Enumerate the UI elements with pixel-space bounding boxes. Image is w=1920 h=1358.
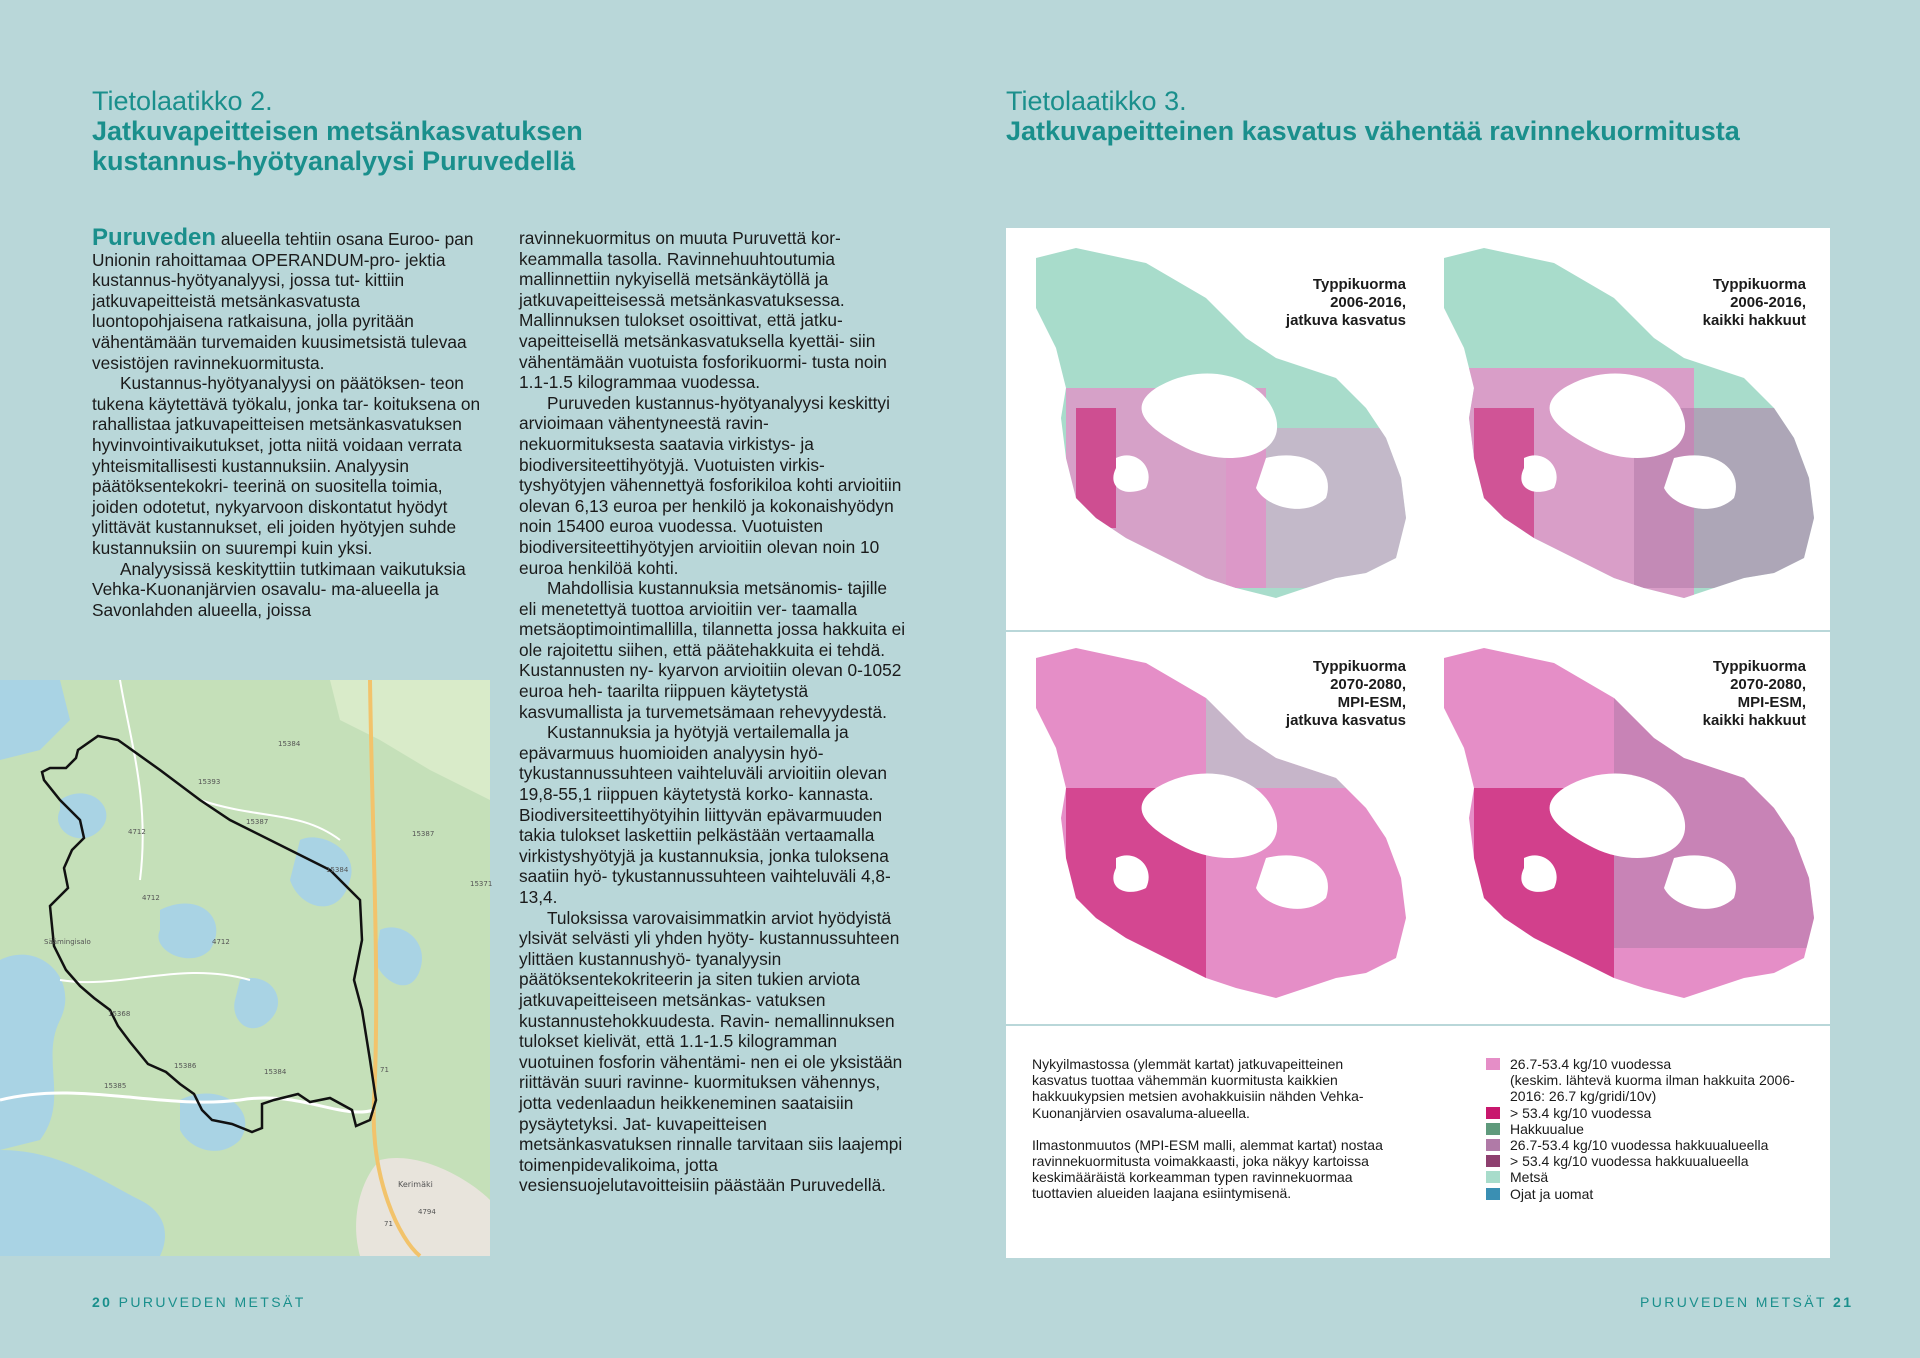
lead-word: Puruveden: [92, 224, 217, 251]
figure-caption: [1032, 1056, 1402, 1218]
map-road-label: 15387: [412, 830, 435, 838]
legend-label: Ojat ja uomat: [1510, 1185, 1594, 1202]
label-line: Typpikuorma: [1712, 658, 1806, 675]
legend-label: Hakkuualue: [1510, 1120, 1584, 1137]
map-road-label: 71: [384, 1220, 393, 1228]
legend-label: > 53.4 kg/10 vuodessa: [1510, 1104, 1652, 1121]
legend-swatch: [1486, 1139, 1500, 1151]
map-label-bottom-right: [1636, 658, 1806, 730]
legend-item: [1486, 1056, 1816, 1105]
label-line: jatkuva kasvatus: [1285, 712, 1406, 729]
label-line: 2006-2016,: [1730, 294, 1806, 311]
map-road-label: 15393: [198, 778, 221, 786]
map-road-label: 4712: [212, 938, 230, 946]
page-number: 20: [92, 1294, 113, 1310]
paragraph: Puruveden kustannus-hyötyanalyysi keskittyi arvioimaan vähentyneestä ravin- nekuormituksesta saatavia virkistys- ja biodiversiteettihyötyjä. Vuotuisten virkis- tyshyötyjen vähennettyä fosforikiloa kohti arvioitiin olevan 6,13 euroa per henkilö ja kokonaishyödyn noin 15400 euroa vuodessa. Vuotuisten biodiversiteettihyötyjen arvioitiin olevan noin 10 euroa henkilöä kohti.: [519, 392, 902, 578]
label-line: MPI-ESM,: [1337, 694, 1406, 711]
legend-swatch: [1486, 1107, 1500, 1119]
legend-swatch: [1486, 1188, 1500, 1200]
map-road-label: 71: [380, 1066, 389, 1074]
map-road-label: 15384: [264, 1068, 287, 1076]
map-road-label: 15386: [174, 1062, 197, 1070]
right-box-heading: [1006, 86, 1740, 146]
right-box-number: Tietolaatikko 3.: [1006, 86, 1187, 116]
paragraph: [92, 224, 484, 373]
nitrogen-load-figure: [1006, 228, 1830, 1258]
legend-label: > 53.4 kg/10 vuodessa hakkuualueella: [1510, 1153, 1749, 1170]
paragraph-text: alueella tehtiin osana Euroo- pan Unionin rahoittamaa OPERANDUM-pro- jektia kustannus-hyötyanalyysi, jossa tut- kittiin jatkuvapeitteistä metsänkasvatusta luontopohjaisena ratkaisuna, jolla pyritään vähentämään turvemaiden kuusimetsistä tulevaa vesistöjen ravinnekuormitusta.: [92, 229, 474, 373]
legend-sublabel: (keskim. lähtevä kuorma ilman hakkuita 2006-2016: 26.7 kg/gridi/10v): [1510, 1072, 1795, 1105]
left-footer: [92, 1294, 306, 1310]
map-road-label: 15368: [108, 1010, 131, 1018]
map-road-label: 15387: [246, 818, 269, 826]
left-text-column-1: [92, 224, 484, 620]
left-box-number: Tietolaatikko 2.: [92, 86, 273, 116]
legend-item: [1486, 1137, 1816, 1153]
legend-item: [1486, 1121, 1816, 1137]
location-map-graphic: [0, 680, 493, 1256]
paragraph: Mahdollisia kustannuksia metsänomis- tajille eli menetettyä tuottoa arvioitiin ver- taamalla metsäoptimointimallilla, tilannetta jossa hakkuita ei ole rajoitettu siihen, että päätehakkuita ei tehdä. Kustannusten ny- kyarvon arvioitiin olevan 0-1052 euroa heh- taarilta riippuen käytetystä kasvumallista ja turvemetsämaan rehevyydestä.: [519, 578, 906, 722]
label-line: Typpikuorma: [1312, 276, 1406, 293]
map-road-label: 15384: [326, 866, 349, 874]
legend-label: 26.7-53.4 kg/10 vuodessa: [1510, 1056, 1672, 1072]
map-label-top-right: [1636, 276, 1806, 330]
legend-swatch: [1486, 1155, 1500, 1167]
panel-divider: [1006, 630, 1830, 632]
legend-item: [1486, 1105, 1816, 1121]
publication-name: PURUVEDEN METSÄT: [1640, 1294, 1827, 1310]
label-line: Typpikuorma: [1312, 658, 1406, 675]
map-label-bottom-left: [1236, 658, 1406, 730]
legend-swatch: [1486, 1123, 1500, 1135]
left-title-line1: Jatkuvapeitteisen metsänkasvatuksen: [92, 116, 583, 146]
nitrogen-maps-graphic: [1006, 228, 1830, 1028]
label-line: jatkuva kasvatus: [1285, 312, 1406, 329]
legend-item: [1486, 1153, 1816, 1169]
map-road-label: 15371: [470, 880, 493, 888]
label-line: kaikki hakkuut: [1702, 312, 1806, 329]
location-map: [0, 680, 493, 1256]
map-road-label: 4712: [142, 894, 160, 902]
label-line: 2070-2080,: [1730, 676, 1806, 693]
paragraph: Kustannuksia ja hyötyjä vertailemalla ja epävarmuus huomioiden analyysin hyö- tykustannussuhteen vaihteluväli arvioitiin olevan 19,8-55,1 riippuen käytetystä korko- kannasta. Biodiversiteettihyötyihin liittyvän epävarmuuden takia tulokset laskettiin pelkästään vertaamalla virkistyshyötyjä ja kustannuksia, jonka tuloksena saatiin hyö- tykustannussuhteen vaihteluväli 4,8-13,4.: [519, 722, 891, 907]
label-line: 2006-2016,: [1330, 294, 1406, 311]
map-place-label: Kerimäki: [398, 1180, 433, 1189]
map-place-label: Säämingisalo: [44, 938, 91, 946]
caption-paragraph: Ilmastonmuutos (MPI-ESM malli, alemmat kartat) nostaa ravinnekuormitusta voimakkaasti, joka näkyy kartoissa keskimääräistä korkeamman typen ravinnekuormaa tuottavien alueiden laajana esiintymisenä.: [1032, 1136, 1383, 1202]
paragraph: Tuloksissa varovaisimmatkin arviot hyödyistä ylsivät selvästi yli yhden hyöty- kustannussuhteen ylittäen kustannushyö- tyanalyysin päätöksentekokriteerin ja siten tukien arviota jatkuvapeitteiseen metsänkas- vatuksen kustannustehokkuudesta. Ravin- nemallinnuksen tulokset kielivät, että 1.1-1.5 kilogramman vuotuinen fosforin vähentämi- nen ei ole yksistään riittävän suuri ravinne- kuormituksen vähennys, jotta vedenlaadun heikkeneminen saataisiin pysäytetyksi. Jat- kuvapeitteisen metsänkasvatuksen rinnalle tarvitaan siis laajempi toimenpidevalikoima, jotta vesiensuojelutavoitteisiin päästään Puruvedellä.: [519, 907, 903, 1196]
label-line: MPI-ESM,: [1737, 694, 1806, 711]
right-footer: [1640, 1294, 1853, 1310]
left-title-line2: kustannus-hyötyanalyysi Puruvedellä: [92, 146, 576, 176]
legend-item: [1486, 1186, 1816, 1202]
paragraph: Analyysissä keskityttiin tutkimaan vaikutuksia Vehka-Kuonanjärvien osavalu- ma-alueella ja Savonlahden alueella, joissa: [92, 558, 466, 620]
map-road-label: 4712: [128, 828, 146, 836]
map-label-top-left: [1236, 276, 1406, 330]
legend-label: 26.7-53.4 kg/10 vuodessa hakkuualueella: [1510, 1137, 1769, 1154]
page-number: 21: [1833, 1294, 1854, 1310]
left-text-column-2: [519, 228, 907, 1196]
label-line: 2070-2080,: [1330, 676, 1406, 693]
legend-swatch: [1486, 1058, 1500, 1070]
map-legend: [1486, 1056, 1816, 1202]
paragraph: ravinnekuormitus on muuta Puruvettä kor- keammalla tasolla. Ravinnehuuhtoutumia mallinnettiin nykyisellä metsänkäytöllä ja jatkuvapeitteisessä metsänkasvatuksessa. Mallinnuksen tulokset osoittivat, että jatku- vapeitteisellä metsänkasvatuksella kyettäi- siin vähentämään vuotuista fosforikuormi- tusta noin 1.1-1.5 kilogrammaa vuodessa.: [519, 228, 887, 393]
panel-divider: [1006, 1024, 1830, 1026]
map-road-label: 15384: [278, 740, 301, 748]
label-line: kaikki hakkuut: [1702, 712, 1806, 729]
paragraph: Kustannus-hyötyanalyysi on päätöksen- teon tukena käytettävä työkalu, jonka tar- koituksena on rahallistaa jatkuvapeitteisen metsänkasvatuksen hyvinvointivaikutukset, jotta niitä voidaan verrata yhteismitallisesti kustannuksiin. Analyysin päätöksentekokri- teerinä on suositella toimia, joiden odotetut, nykyarvoon diskontatut hyödyt ylittävät kustannukset, eli joiden hyötyjen suhde kustannuksiin on suurempi kuin yksi.: [92, 373, 481, 558]
map-road-label: 15385: [104, 1082, 127, 1090]
publication-name: PURUVEDEN METSÄT: [118, 1294, 306, 1310]
right-title: Jatkuvapeitteinen kasvatus vähentää ravinnekuormitusta: [1006, 116, 1740, 146]
caption-paragraph: Nykyilmastossa (ylemmät kartat) jatkuvapeitteinen kasvatus tuottaa vähemmän kuormitusta kaikkien hakkuukypsien metsien avohakkuisiin nähden Vehka-Kuonanjärvien osavaluma-alueella.: [1032, 1056, 1364, 1121]
map-road-label: 4794: [418, 1208, 436, 1216]
legend-swatch: [1486, 1171, 1500, 1183]
legend-item: [1486, 1169, 1816, 1185]
left-box-heading: [92, 86, 583, 176]
label-line: Typpikuorma: [1712, 276, 1806, 293]
legend-label: Metsä: [1510, 1169, 1549, 1186]
